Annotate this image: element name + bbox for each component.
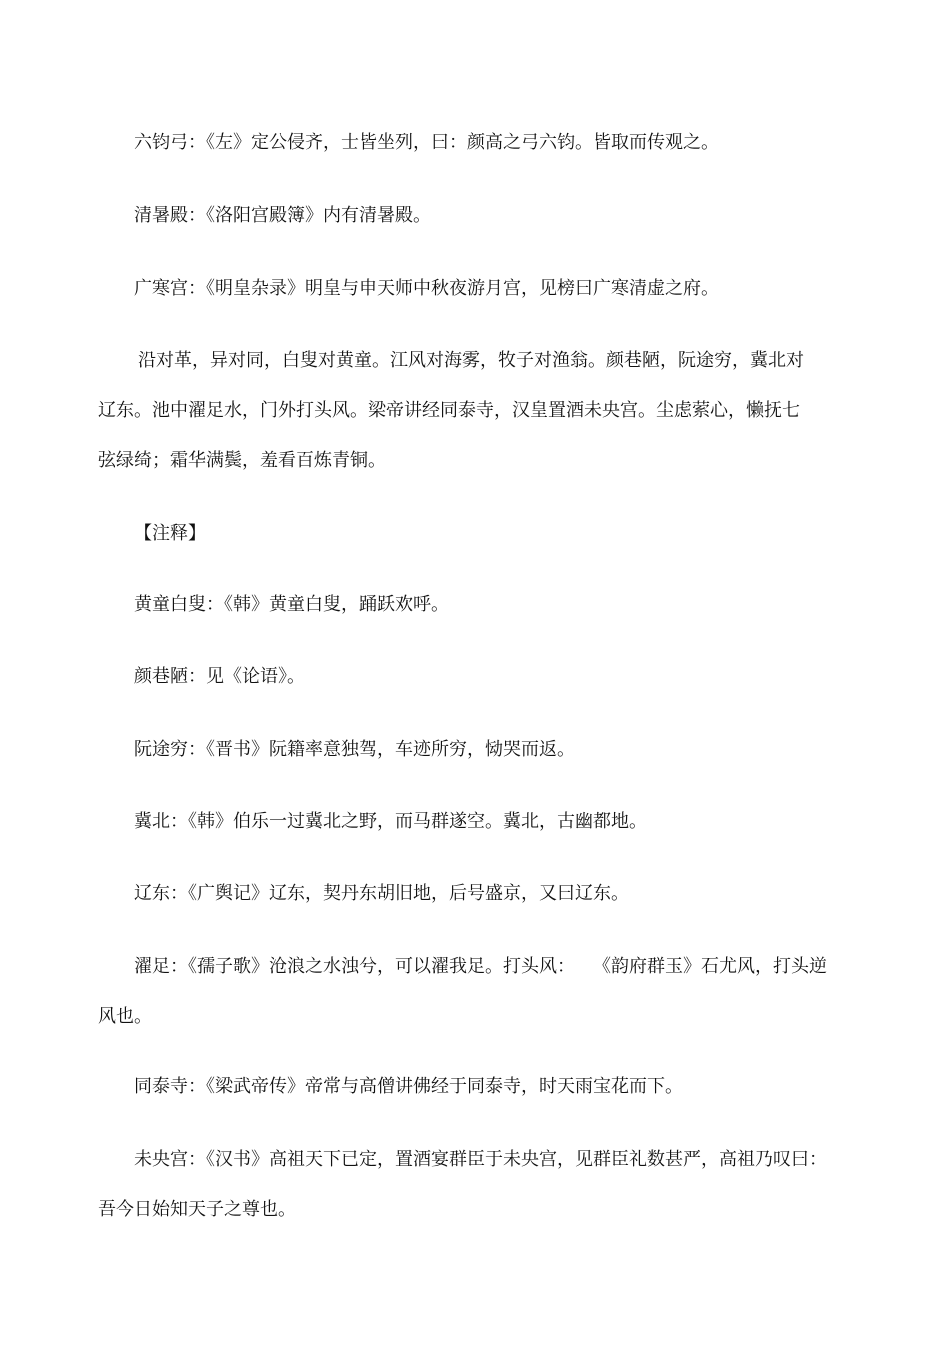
paragraph-line: 黄童白叟：《韩》黄童白叟，踊跃欢呼。 [134, 594, 449, 615]
paragraph-qingshudian [98, 191, 838, 241]
paragraph-line: 吾今日始知天子之尊也。 [98, 1199, 296, 1220]
paragraph-guanghangong [98, 264, 838, 314]
note-tongtaisi [98, 1062, 838, 1112]
paragraph-line: 辽东：《广舆记》辽东，契丹东胡旧地，后号盛京，又曰辽东。 [134, 883, 629, 904]
note-yanxianglou [98, 652, 838, 702]
paragraph-line: 广寒宫：《明皇杂录》明皇与申天师中秋夜游月宫，见榜曰广寒清虚之府。 [134, 278, 719, 299]
note-huangtong-baisou [98, 580, 838, 630]
paragraph-line: 颜巷陋：见《论语》。 [134, 666, 305, 687]
paragraph-line: 阮途穷：《晋书》阮籍率意独驾，车迹所穷，恸哭而返。 [134, 739, 575, 760]
paragraph-line: 冀北：《韩》伯乐一过冀北之野，而马群遂空。冀北，古幽都地。 [134, 811, 647, 832]
paragraph-line: 弦绿绮；霜华满鬓，羞看百炼青铜。 [98, 450, 386, 471]
paragraph-line: 【注释】 [134, 523, 206, 544]
paragraph-line: 清暑殿：《洛阳宫殿簿》内有清暑殿。 [134, 205, 431, 226]
note-weiyanggong [98, 1135, 838, 1235]
paragraph-line: 六钧弓：《左》定公侵齐，士皆坐列，曰：颜高之弓六钧。皆取而传观之。 [134, 132, 719, 153]
paragraph-line: 风也。 [98, 1006, 152, 1027]
paragraph-line: 未央宫：《汉书》高祖天下已定，置酒宴群臣于未央宫，见群臣礼数甚严，高祖乃叹曰： [134, 1149, 827, 1170]
paragraph-line: 同泰寺：《梁武帝传》帝常与高僧讲佛经于同泰寺，时天雨宝花而下。 [134, 1076, 683, 1097]
note-zhuozu-datoufeng [98, 942, 838, 1042]
note-ruantuqiong [98, 725, 838, 775]
paragraph-main-verse [98, 336, 838, 486]
paragraph-line: 沿对革，异对同，白叟对黄童。江风对海雾，牧子对渔翁。颜巷陋，阮途穷，冀北对 [138, 350, 804, 371]
note-liaodong [98, 869, 838, 919]
paragraph-line: 辽东。池中濯足水，门外打头风。梁帝讲经同泰寺，汉皇置酒未央宫。尘虑萦心，懒抚七 [98, 400, 800, 421]
section-heading-notes [98, 509, 838, 559]
paragraph-line: 濯足：《孺子歌》沧浪之水浊兮，可以濯我足。打头风： 《韵府群玉》石尤风，打头逆 [134, 956, 827, 977]
note-jibei [98, 797, 838, 847]
paragraph-liujungong [98, 118, 838, 168]
